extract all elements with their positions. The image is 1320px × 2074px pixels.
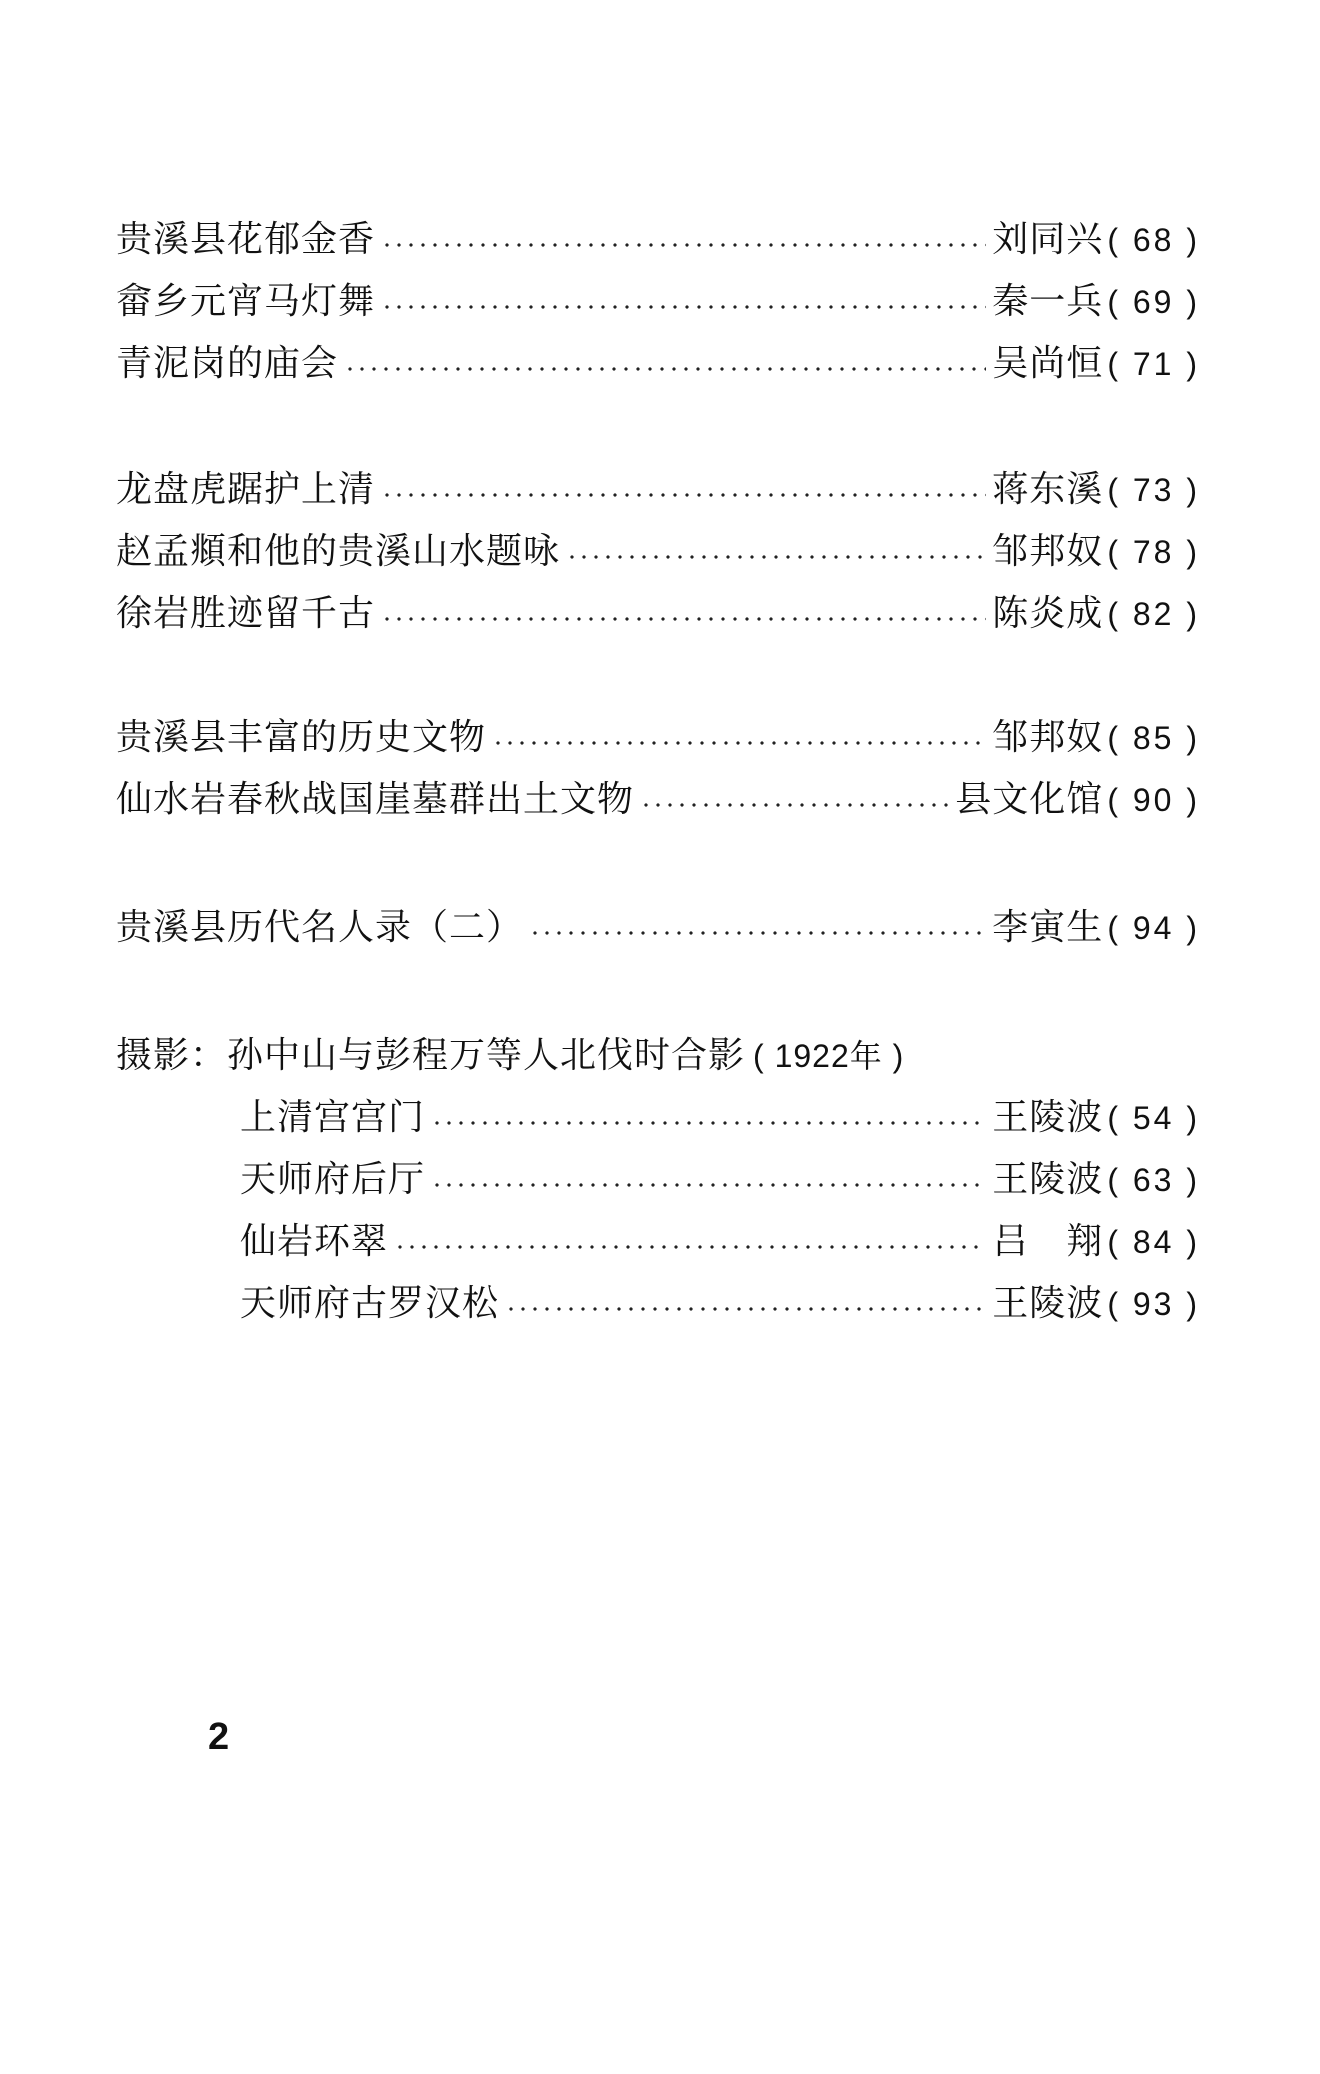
entry-page: ( 69 ) (1107, 284, 1200, 320)
entry-author: 邹邦奴 (992, 717, 1104, 758)
dot-leader (344, 367, 986, 371)
dot-leader (492, 741, 986, 745)
entry-page: ( 78 ) (1107, 534, 1200, 570)
dot-leader (381, 243, 986, 247)
photo-heading (116, 1030, 904, 1082)
entry-page: ( 85 ) (1107, 720, 1200, 756)
entry-author: 蒋东溪 (992, 469, 1104, 510)
entry-page: ( 93 ) (1107, 1286, 1200, 1322)
dot-leader (640, 803, 949, 807)
entry-page: ( 82 ) (1107, 596, 1200, 632)
photo-entry (240, 1216, 1200, 1268)
entry-author: 王陵波 (992, 1097, 1104, 1138)
dot-leader (381, 305, 986, 309)
photo-heading-text: 摄影：孙中山与彭程万等人北伐时合影 (116, 1035, 746, 1076)
entry-page: ( 68 ) (1107, 222, 1200, 258)
entry-title: 龙盘虎踞护上清 (116, 469, 376, 510)
entry-title: 仙水岩春秋战国崖墓群出土文物 (116, 779, 635, 820)
entry-title: 贵溪县历代名人录（二） (116, 907, 524, 948)
dot-leader (394, 1245, 986, 1249)
entry-author: 县文化馆 (955, 779, 1104, 820)
entry-title: 天师府后厅 (240, 1159, 426, 1200)
entry-title: 青泥岗的庙会 (116, 343, 339, 384)
dot-leader (381, 493, 986, 497)
entry-title: 天师府古罗汉松 (240, 1283, 500, 1324)
entry-author: 王陵波 (992, 1159, 1104, 1200)
entry-author: 王陵波 (992, 1283, 1104, 1324)
dot-leader (529, 931, 986, 935)
toc-entry (116, 712, 1200, 764)
entry-author: 吕 翔 (992, 1221, 1104, 1262)
toc-entry (116, 276, 1200, 328)
entry-page: ( 84 ) (1107, 1224, 1200, 1260)
toc-entry (116, 338, 1200, 390)
photo-year: ( 1922年 ) (753, 1038, 905, 1074)
entry-author: 陈炎成 (992, 593, 1104, 634)
dot-leader (431, 1121, 986, 1125)
entry-author: 李寅生 (992, 907, 1104, 948)
toc-entry (116, 214, 1200, 266)
entry-author: 邹邦奴 (992, 531, 1104, 572)
toc-entry (116, 464, 1200, 516)
entry-page: ( 63 ) (1107, 1162, 1200, 1198)
entry-page: ( 54 ) (1107, 1100, 1200, 1136)
photo-entry (240, 1092, 1200, 1144)
photo-entry (240, 1154, 1200, 1206)
entry-author: 秦一兵 (992, 281, 1104, 322)
entry-page: ( 71 ) (1107, 346, 1200, 382)
entry-title: 徐岩胜迹留千古 (116, 593, 376, 634)
dot-leader (566, 555, 986, 559)
page-number: 2 (208, 1716, 230, 1758)
entry-author: 吴尚恒 (992, 343, 1104, 384)
entry-title: 贵溪县花郁金香 (116, 219, 376, 260)
entry-title: 赵孟頫和他的贵溪山水题咏 (116, 531, 561, 572)
entry-page: ( 73 ) (1107, 472, 1200, 508)
entry-title: 畲乡元宵马灯舞 (116, 281, 376, 322)
entry-title: 仙岩环翠 (240, 1221, 389, 1262)
entry-page: ( 90 ) (1107, 782, 1200, 818)
dot-leader (431, 1183, 986, 1187)
toc-entry (116, 902, 1200, 954)
entry-title: 上清宫宫门 (240, 1097, 426, 1138)
toc-entry (116, 526, 1200, 578)
photo-entry (240, 1278, 1200, 1330)
dot-leader (505, 1307, 986, 1311)
entry-author: 刘同兴 (992, 219, 1104, 260)
toc-entry (116, 588, 1200, 640)
entry-page: ( 94 ) (1107, 910, 1200, 946)
dot-leader (381, 617, 986, 621)
toc-entry (116, 774, 1200, 826)
entry-title: 贵溪县丰富的历史文物 (116, 717, 487, 758)
